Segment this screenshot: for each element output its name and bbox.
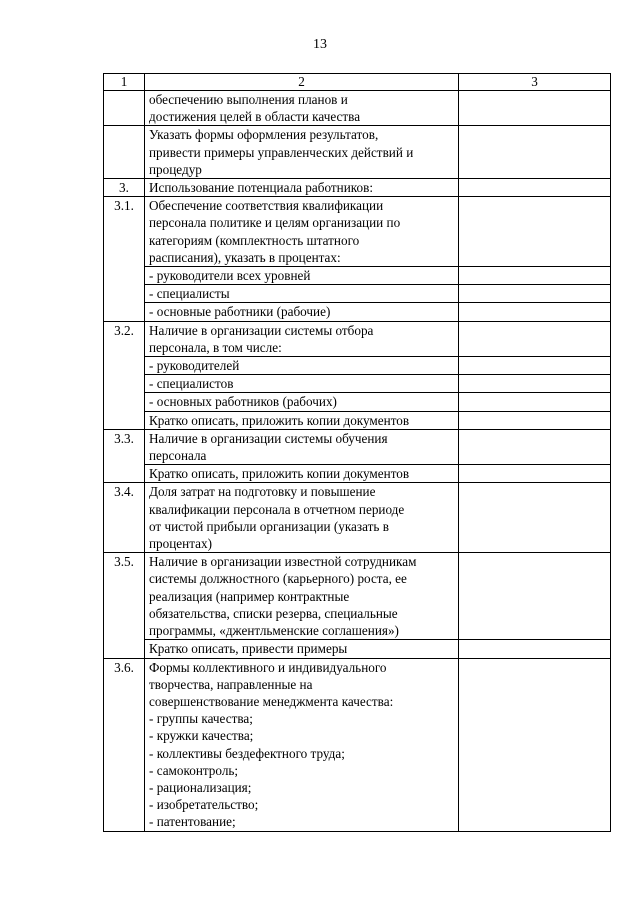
table-row: [104, 375, 611, 393]
table-row: [104, 285, 611, 303]
row-description-cell: [145, 91, 459, 126]
description-line: - группы качества;: [149, 711, 253, 727]
description-line: квалификации персонала в отчетном периоде: [149, 501, 405, 517]
table-row: [104, 393, 611, 411]
row-description-cell: [145, 126, 459, 179]
description-line: Кратко описать, приложить копии документов: [149, 466, 410, 482]
description-line: творчества, направленные на: [149, 676, 313, 692]
row-value-cell: [459, 375, 611, 393]
row-number-cell: 3.3.: [104, 429, 145, 483]
row-value-cell: [459, 658, 611, 831]
description-line: Доля затрат на подготовку и повышение: [149, 484, 376, 500]
description-line: - специалисты: [149, 286, 230, 302]
description-line: - рационализация;: [149, 779, 252, 795]
row-description-cell: [145, 285, 459, 303]
row-value-cell: [459, 179, 611, 197]
row-description-cell: [145, 658, 459, 831]
description-line: Формы коллективного и индивидуального: [149, 659, 387, 675]
row-value-cell: [459, 126, 611, 179]
row-value-cell: [459, 640, 611, 658]
row-value-cell: [459, 285, 611, 303]
row-description-cell: [145, 375, 459, 393]
description-line: Кратко описать, приложить копии документов: [149, 412, 410, 428]
table-row: [104, 429, 611, 464]
row-number-cell: 3.1.: [104, 197, 145, 321]
description-line: персонала: [149, 448, 207, 464]
table-row: [104, 640, 611, 658]
description-line: - руководители всех уровней: [149, 268, 311, 284]
requirements-table: [103, 73, 611, 832]
row-description-cell: [145, 303, 459, 321]
table-header-row: [104, 74, 611, 91]
description-line: - основные работники (рабочие): [149, 304, 331, 320]
row-value-cell: [459, 483, 611, 553]
table-row: [104, 465, 611, 483]
description-line: обязательства, списки резерва, специальные: [149, 605, 398, 621]
description-line: достижения целей в области качества: [149, 109, 361, 125]
description-line: - коллективы бездефектного труда;: [149, 745, 345, 761]
description-line: обеспечению выполнения планов и: [149, 92, 348, 107]
row-description-cell: [145, 411, 459, 429]
table-row: [104, 321, 611, 356]
row-number-cell: [104, 126, 145, 179]
description-line: расписания), указать в процентах:: [149, 249, 341, 265]
row-value-cell: [459, 197, 611, 267]
row-value-cell: [459, 91, 611, 126]
description-line: Наличие в организации известной сотрудникам: [149, 554, 417, 570]
description-line: системы должностного (карьерного) роста, ее: [149, 571, 407, 587]
description-line: Кратко описать, привести примеры: [149, 641, 348, 657]
row-description-cell: [145, 465, 459, 483]
row-description-cell: [145, 321, 459, 356]
row-description-cell: [145, 640, 459, 658]
description-line: Использование потенциала работников:: [149, 180, 373, 196]
description-line: Обеспечение соответствия квалификации: [149, 198, 384, 214]
description-line: Наличие в организации системы обучения: [149, 430, 388, 446]
description-line: - самоконтроль;: [149, 762, 239, 778]
row-value-cell: [459, 357, 611, 375]
description-line: - основных работников (рабочих): [149, 394, 337, 410]
row-number-cell: 3.2.: [104, 321, 145, 429]
row-description-cell: [145, 393, 459, 411]
description-line: - руководителей: [149, 358, 240, 374]
description-line: Указать формы оформления результатов,: [149, 127, 379, 143]
description-line: реализация (например контрактные: [149, 588, 350, 604]
row-description-cell: [145, 197, 459, 267]
row-value-cell: [459, 553, 611, 640]
column-header-2: 2: [145, 74, 459, 91]
table-row: [104, 357, 611, 375]
page-number: 13: [313, 37, 327, 52]
description-line: категориям (комплектность штатного: [149, 232, 360, 248]
row-value-cell: [459, 429, 611, 464]
row-value-cell: [459, 465, 611, 483]
description-line: - специалистов: [149, 376, 234, 392]
table-row: [104, 658, 611, 831]
table-row: [104, 303, 611, 321]
description-line: совершенствование менеджмента качества:: [149, 693, 394, 709]
row-description-cell: [145, 357, 459, 375]
row-number-cell: 3.4.: [104, 483, 145, 553]
row-description-cell: [145, 553, 459, 640]
table-row: [104, 553, 611, 640]
description-line: от чистой прибыли организации (указать в: [149, 518, 389, 534]
row-number-cell: [104, 91, 145, 126]
row-description-cell: [145, 483, 459, 553]
row-description-cell: [145, 429, 459, 464]
row-value-cell: [459, 267, 611, 285]
table-row: [104, 179, 611, 197]
description-line: процентах): [149, 536, 212, 552]
description-line: - кружки качества;: [149, 728, 254, 744]
table-row: [104, 411, 611, 429]
row-number-cell: 3.: [104, 179, 145, 197]
table-row: [104, 197, 611, 267]
description-line: персонала, в том числе:: [149, 339, 282, 355]
description-line: программы, «джентльменские соглашения»): [149, 623, 399, 639]
row-description-cell: [145, 267, 459, 285]
table-row: [104, 91, 611, 126]
row-value-cell: [459, 411, 611, 429]
table-row: [104, 267, 611, 285]
row-description-cell: [145, 179, 459, 197]
description-line: - изобретательство;: [149, 797, 259, 813]
row-value-cell: [459, 393, 611, 411]
column-header-3: 3: [459, 74, 611, 91]
row-value-cell: [459, 321, 611, 356]
table-row: [104, 126, 611, 179]
description-line: - патентование;: [149, 814, 236, 830]
description-line: привести примеры управленческих действий и: [149, 144, 414, 160]
row-number-cell: 3.5.: [104, 553, 145, 658]
row-number-cell: 3.6.: [104, 658, 145, 831]
column-header-1: 1: [104, 74, 145, 91]
description-line: процедур: [149, 161, 202, 177]
row-value-cell: [459, 303, 611, 321]
description-line: Наличие в организации системы отбора: [149, 322, 374, 338]
description-line: персонала политике и целям организации по: [149, 215, 401, 231]
table-row: [104, 483, 611, 553]
